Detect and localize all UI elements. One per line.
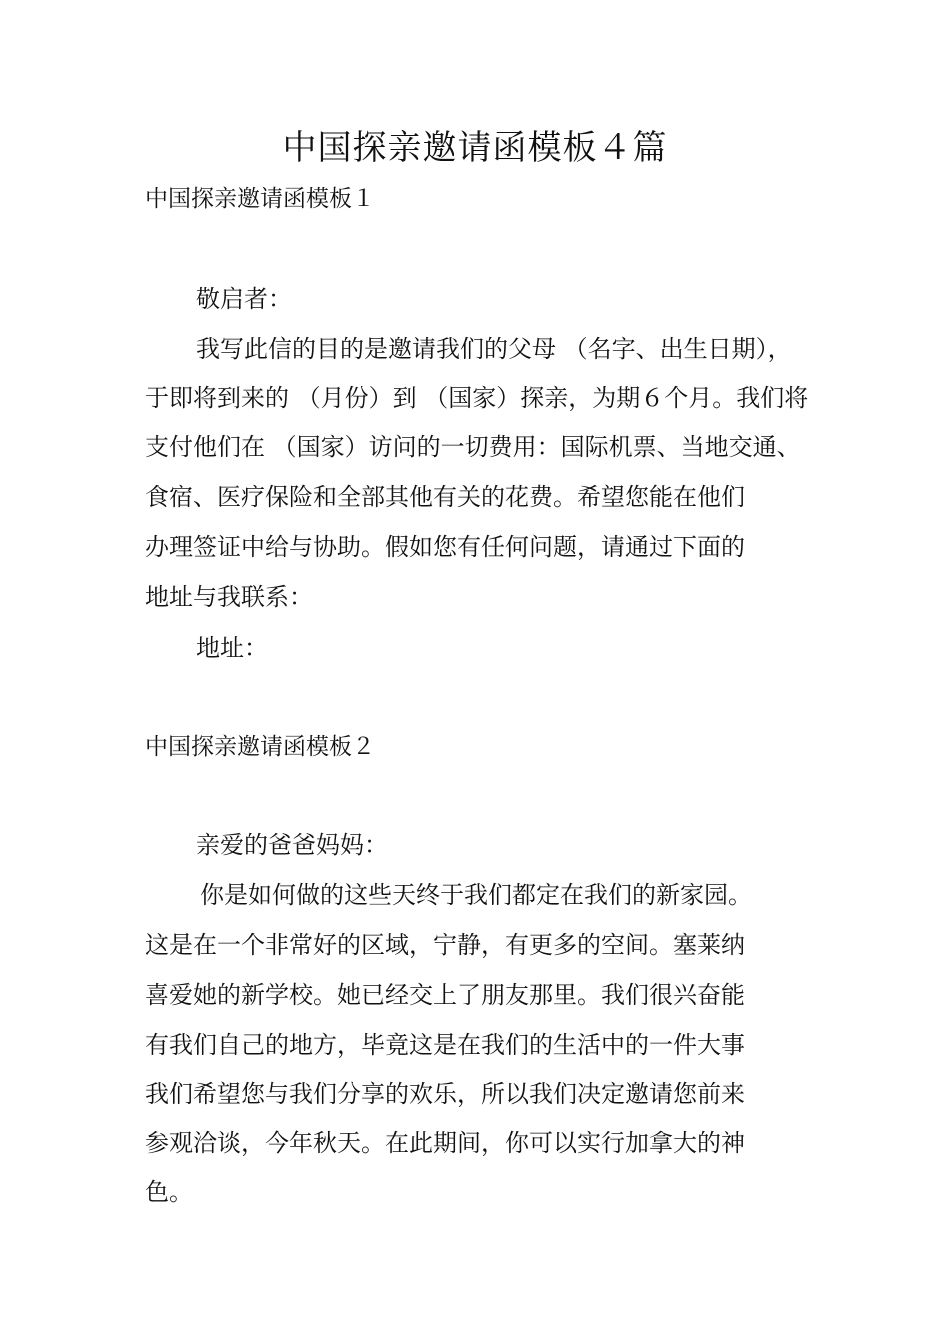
- section-2-body-line: 你是如何做的这些天终于我们都定在我们的新家园。: [200, 881, 752, 909]
- section-1-heading: 中国探亲邀请函模板１: [145, 186, 375, 212]
- section-1-greeting: 敬启者：: [196, 285, 292, 313]
- section-2-body-line: 参观洽谈，今年秋天。在此期间，你可以实行加拿大的神: [145, 1129, 745, 1157]
- document-title: 中国探亲邀请函模板４篇: [282, 128, 668, 168]
- section-2-heading: 中国探亲邀请函模板２: [145, 734, 375, 760]
- section-1-body-line: 于即将到来的 （月份）到 （国家）探亲，为期６个月。我们将: [145, 384, 809, 412]
- section-1-body-line: 支付他们在 （国家）访问的一切费用：国际机票、当地交通、: [145, 433, 801, 461]
- section-1-body-line: 食宿、医疗保险和全部其他有关的花费。希望您能在他们: [145, 483, 745, 511]
- section-2-body-line: 色。: [145, 1178, 193, 1206]
- section-2-greeting: 亲爱的爸爸妈妈：: [196, 831, 388, 859]
- section-2-body-line: 这是在一个非常好的区域，宁静，有更多的空间。塞莱纳: [145, 931, 745, 959]
- section-2-body-line: 有我们自己的地方，毕竟这是在我们的生活中的一件大事: [145, 1031, 745, 1059]
- section-1-body-line: 办理签证中给与协助。假如您有任何问题，请通过下面的: [145, 533, 745, 561]
- section-1-address-label: 地址：: [196, 634, 268, 662]
- section-2-body-line: 喜爱她的新学校。她已经交上了朋友那里。我们很兴奋能: [145, 981, 745, 1009]
- section-1-body-line: 我写此信的目的是邀请我们的父母 （名字、出生日期），: [196, 335, 792, 363]
- section-1-body-line: 地址与我联系：: [145, 583, 313, 611]
- section-2-body-line: 我们希望您与我们分享的欢乐，所以我们决定邀请您前来: [145, 1080, 745, 1108]
